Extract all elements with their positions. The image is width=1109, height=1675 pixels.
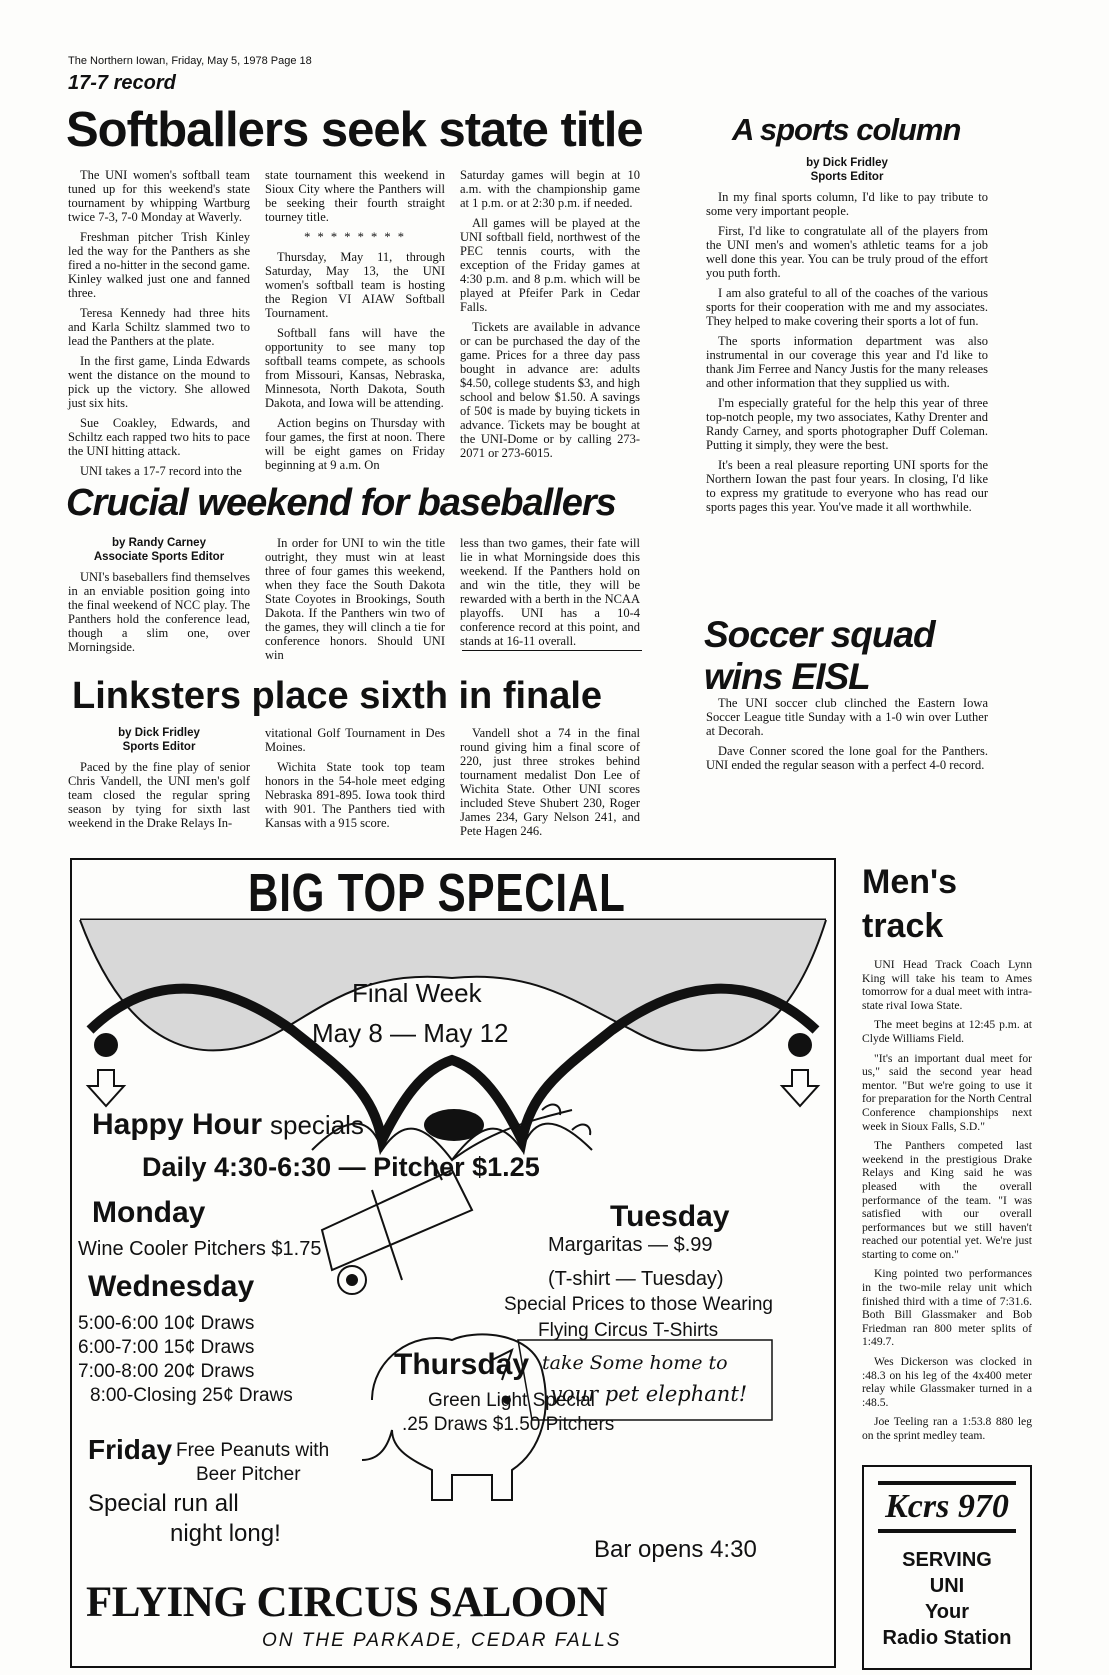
paragraph: Action begins on Thursday with four games, the first at noon. There will be eight games on Friday beginning at 9 a.m. On [265,416,445,472]
soccer-headline [704,614,935,698]
friday-deal-4: night long! [170,1520,281,1547]
paragraph: Dave Conner scored the lone goal for the Panthers. UNI ended the regular season with a perfect 4-0 record. [706,744,988,772]
thursday-deal: Green Light Special [428,1390,595,1411]
paragraph: The sports information department was also instrumental in our coverage this year and I'd like to thank Jim Ferree and Nancy Justis for the many releases and other information that they supplied us with. [706,334,988,390]
soccer-body [706,696,988,778]
wednesday-deals [78,1312,293,1408]
track-headline [862,860,957,948]
byline [68,536,250,564]
paragraph: vitational Golf Tournament in Des Moines. [265,726,445,754]
ad-title: BIG TOP SPECIAL [248,863,626,923]
paragraph: First, I'd like to congratulate all of the players from the UNI men's and women's athletic teams for a job well done this year. You can be truly proud of the effort you puth forth. [706,224,988,280]
baseball-column-2 [265,536,445,668]
wednesday-deal: 5:00-6:00 10¢ Draws [78,1313,255,1334]
happy-hour: Happy Hour [92,1108,263,1141]
paragraph: King pointed two performances in the two-mile relay unit which finished third with a time of 7:31.6. Both Bill Glassmaker and Bob Friedman ran 800 meter splits of 1:49.7. [862,1267,1032,1349]
headline-line: Men's [862,863,957,901]
byline-name: by Randy Carney [112,537,206,549]
tuesday-label: Tuesday [610,1200,730,1233]
headline-line: Soccer squad [704,614,935,655]
saloon-location: ON THE PARKADE, CEDAR FALLS [262,1630,622,1651]
kcrs-logo: Kcrs 970 [878,1481,1016,1533]
paragraph: Teresa Kennedy had three hits and Karla Schiltz slammed two to lead the Panthers at the plate. [68,306,250,348]
wednesday-deal: 6:00-7:00 15¢ Draws [78,1337,255,1358]
paragraph: The Panthers competed last weekend in the prestigious Drake Relays and King said he was pleased with the overall performance of the team. "I was satisfied with our overall performances but we still haven't reached our potential yet. We're just starting to come on." [862,1139,1032,1261]
paragraph: Tickets are available in advance or can be purchased the day of the game. Prices for a three day pass bought in advance are: adults $4.50, college students $3, and high school and below $1.50. A savings of 50¢ is made by buying tickets in advance. Tickets may be bought at the UNI-Dome or by calling 273-2071 or 273-6015. [460,320,640,460]
byline-title: Sports Editor [810,171,884,183]
friday-deal-3: Special run all [88,1490,239,1517]
thursday-deal-2: .25 Draws $1.50 Pitchers [402,1414,615,1435]
paragraph: Joe Teeling ran a 1:53.8 880 leg on the sprint medley team. [862,1415,1032,1442]
paragraph: UNI Head Track Coach Lynn King will take his team to Ames tomorrow for a dual meet with intra-state rival Iowa State. [862,958,1032,1012]
thursday-label: Thursday [394,1348,530,1381]
paragraph: Softball fans will have the opportunity to see many top softball teams compete, as schools from Missouri, Kansas, Nebraska, Minnesota, North Dakota, South Dakota, and Iowa will be attending. [265,326,445,410]
paragraph: In order for UNI to win the title outright, they must win at least three of four games this weekend, when they face the South Dakota State Coyotes in Brookings, South Dakota. If the Panthers win two of the games, they will clinch a tie for conference honors. Should UNI win [265,536,445,662]
softball-kicker: 17-7 record [68,72,176,94]
friday-deal: Free Peanuts with [176,1440,330,1461]
kcrs-ad [862,1465,1032,1670]
tuesday-note: (T-shirt — Tuesday) [548,1268,724,1290]
byline [706,156,988,184]
paragraph: It's been a real pleasure reporting UNI sports for the Northern Iowan the past four years. In closing, I'd like to express my gratitude to everyone who has read our sports pages this year. You've made it all worthwhile. [706,458,988,514]
saloon-name: FLYING CIRCUS SALOON [86,1579,608,1626]
paragraph: In the first game, Linda Edwards went the distance on the mound to pick up the victory. She allowed just six hits. [68,354,250,410]
track-body [862,958,1032,1449]
golf-headline: Linksters place sixth in finale [72,675,603,717]
flying-circus-ad [70,858,836,1668]
paragraph: The UNI women's softball team tuned up for this weekend's state tournament by whipping Wartburg twice 7-3, 7-0 Monday at Waverly. [68,168,250,224]
daily-special: Daily 4:30-6:30 — Pitcher $1.25 [142,1152,540,1182]
paragraph: state tournament this weekend in Sioux City where the Panthers will be seeking their fourth straight tourney title. [265,168,445,224]
wednesday-deal: 7:00-8:00 20¢ Draws [78,1361,255,1382]
paragraph: Vandell shot a 74 in the final round giving him a final score of 220, just three strokes behind tournament medalist Don Lee of Wichita State. Other UNI scores included Steve Shubert 230, Roger James 234, Gary Nelson 241, and Pete Hagen 246. [460,726,640,838]
softball-headline: Softballers seek state title [66,103,643,157]
baseball-headline: Crucial weekend for baseballers [66,482,616,524]
elephant-note: take Some home to [542,1352,728,1374]
monday-label: Monday [92,1196,206,1229]
paragraph: "It's an important dual meet for us," said the second year head mentor. "But we're going to use it for preparation for the North Central Conference championships next week in Sioux Falls, S.D." [862,1051,1032,1133]
softball-column-1 [68,168,250,484]
monday-deal: Wine Cooler Pitchers $1.75 [78,1238,322,1260]
final-week: Final Week [352,978,482,1008]
byline-name: by Dick Fridley [806,157,888,169]
paragraph: Saturday games will begin at 10 a.m. with the championship game at 1 p.m. or at 2:30 p.m. if needed. [460,168,640,210]
paragraph: I am also grateful to all of the coaches of the various sports for their cooperation with me and my associates. They helped to make covering their sports a lot of fun. [706,286,988,328]
wednesday-deal: 8:00-Closing 25¢ Draws [90,1385,293,1406]
headline-line: track [862,907,944,945]
elephant-note-2: your pet elephant! [550,1382,748,1406]
paragraph: In my final sports column, I'd like to pay tribute to some very important people. [706,190,988,218]
paragraph: Wichita State took top team honors in the 54-hole meet edging Nebraska 891-895. Iowa took third with 901. The Panthers tied with Kansas with a 915 score. [265,760,445,830]
paragraph: less than two games, their fate will lie in what Morningside does this weekend. If the Panthers hold on and win the title, they will be rewarded with a berth in the NCAA playoffs. UNI has a 10-4 conference record at this point, and stands at 16-11 overall. [460,536,640,648]
sports-column-headline: A sports column [732,112,961,147]
paragraph: Freshman pitcher Trish Kinley led the way for the Panthers as she fired a no-hitter in the second game. Kinley walked just one and fanned three. [68,230,250,300]
byline-title: Associate Sports Editor [93,551,225,563]
kcrs-line: UNI [929,1575,965,1597]
paragraph: UNI takes a 17-7 record into the [80,464,242,478]
kcrs-line: Radio Station [882,1627,1012,1649]
kcrs-line: SERVING [902,1549,992,1571]
paragraph: The UNI soccer club clinched the Eastern Iowa Soccer League title Sunday with a 1-0 win over Luther at Decorah. [706,696,988,738]
paragraph: I'm especially grateful for the help this year of three top-notch people, my two associates, Kathy Drenter and Randy Carney, and sports photographer Duff Coleman. Putting it simply, they were the best. [706,396,988,452]
golf-column-3 [460,726,640,844]
golf-column-1 [68,726,250,836]
wednesday-label: Wednesday [88,1270,255,1303]
kcrs-line: Your [924,1601,970,1623]
tuesday-deal: Margaritas — $.99 [548,1234,713,1256]
paragraph: UNI's baseballers find themselves in an enviable position going into the final weekend of NCC play. The Panthers hold the conference lead, though a slim one, over Morningside. [68,570,250,654]
tuesday-note-2: Special Prices to those Wearing [504,1294,773,1315]
softball-column-3 [460,168,640,466]
byline-title: Sports Editor [122,741,196,753]
paragraph: Paced by the fine play of senior Chris Vandell, the UNI men's golf team closed the regular spring season by tying for sixth last weekend in the Drake Relays In- [68,760,250,830]
headline-line: wins EISL [704,656,870,697]
specials-label: specials [270,1110,364,1140]
byline-name: by Dick Fridley [118,727,200,739]
paragraph: All games will be played at the UNI softball field, northwest of the PEC tennis courts, with the exception of the Friday games at 4:30 p.m. and 8 p.m. which will be played at Pfeifer Park in Cedar Falls. [460,216,640,314]
paragraph: The meet begins at 12:45 p.m. at Clyde Williams Field. [862,1018,1032,1045]
section-divider: * * * * * * * * [304,230,406,244]
folio: The Northern Iowan, Friday, May 5, 1978 Page 18 [68,55,312,67]
sports-column-body [706,156,988,520]
byline [68,726,250,754]
divider-rule [462,650,642,651]
bar-opens: Bar opens 4:30 [594,1536,757,1563]
softball-column-2 [265,168,445,478]
paragraph: Thursday, May 11, through Saturday, May 13, the UNI women's softball team is hosting the Region VI AIAW Softball Tournament. [265,250,445,320]
tuesday-note-3: Flying Circus T-Shirts [538,1320,719,1341]
paragraph: Wes Dickerson was clocked in :48.3 on his leg of the 4x400 meter relay while Glassmaker turned in a :48.5. [862,1355,1032,1409]
friday-label: Friday [88,1434,173,1465]
baseball-column-3 [460,536,640,654]
ad-dates: May 8 — May 12 [312,1018,509,1048]
golf-column-2 [265,726,445,836]
paragraph: Sue Coakley, Edwards, and Schiltz each rapped two hits to pace the UNI hitting attack. [68,416,250,458]
friday-deal-2: Beer Pitcher [196,1464,301,1485]
baseball-column-1 [68,536,250,660]
kcrs-text [864,1547,1030,1651]
